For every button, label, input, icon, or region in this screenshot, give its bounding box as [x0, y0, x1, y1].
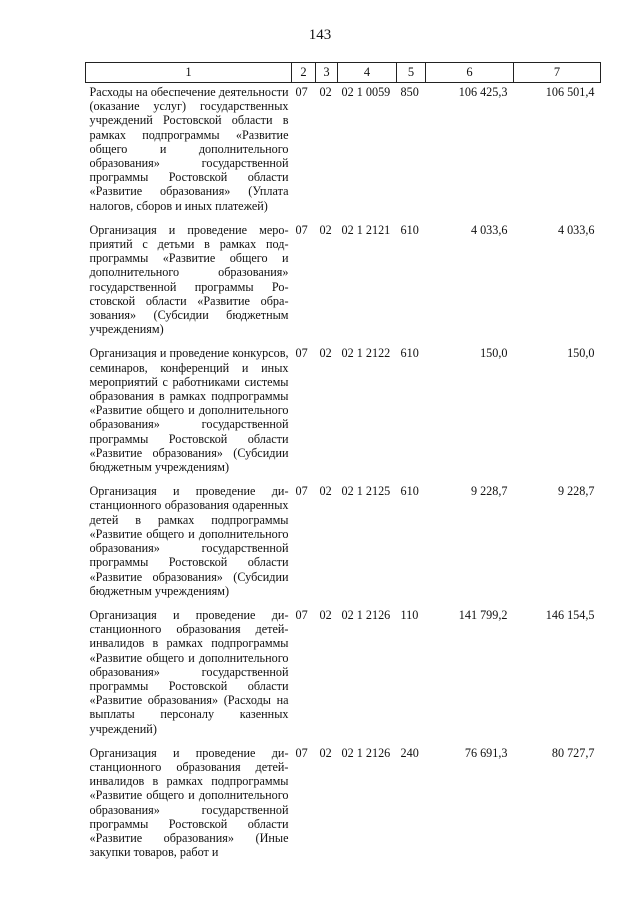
row-target-code: 02 1 2125	[341, 484, 391, 499]
header-col-expense-type: 5	[397, 63, 426, 83]
row-amount-1: 106 425,3	[458, 85, 508, 99]
row-subsection: 02	[319, 484, 332, 499]
row-section: 07	[295, 85, 308, 99]
row-subsection: 02	[319, 745, 332, 760]
table-row	[86, 606, 601, 744]
row-amount-1: 4 033,6	[470, 222, 508, 237]
table-row	[86, 744, 601, 868]
row-amount-1: 141 799,2	[458, 607, 508, 622]
row-section: 07	[295, 222, 308, 237]
row-target-code: 02 1 2121	[341, 222, 391, 237]
row-name: Организация и проведение конкурсов, семинаров, конференций и иных мероприятий с работниками системы образования в рамках подпрограммы «Развитие общего и дополнительного образования» государственной программы Ростовской области «Развитие образования» (Субсидии бюджетным учреждениям)	[89, 346, 289, 475]
row-name: Организация и проведение дистанционного образования детей-инвалидов в рамках подпрограммы «Развитие общего и дополнительного образования» государственной программы Ростовской области «Развитие образования» (Расходы на выплаты персоналу казенных учреждений)	[89, 607, 289, 736]
row-target-code: 02 1 2122	[341, 346, 391, 361]
row-expense-type: 850	[400, 85, 419, 99]
row-subsection: 02	[319, 607, 332, 622]
row-section: 07	[295, 346, 308, 361]
row-name: Организация и проведение дистанционного образования детей-инвалидов в рамках подпрограммы «Развитие общего и дополнительного образования» государственной программы Ростовской области «Развитие образования» (Иные закупки товаров, работ и	[89, 745, 289, 860]
header-col-section: 2	[292, 63, 316, 83]
row-amount-2: 4 033,6	[557, 222, 595, 237]
header-col-subsection: 3	[316, 63, 338, 83]
row-name: Организация и проведение мероприятий с детьми в рамках подпрограммы «Развитие общего и дополнительного образования» государственной программы Ростовской области «Развитие образования» (Субсидии бюджетным учреждениям)	[89, 222, 289, 337]
row-expense-type: 610	[400, 222, 419, 237]
row-expense-type: 240	[400, 745, 419, 760]
row-subsection: 02	[319, 85, 332, 99]
table-header	[86, 63, 601, 83]
budget-table	[85, 62, 601, 867]
row-amount-1: 9 228,7	[470, 484, 508, 499]
table-row	[86, 344, 601, 482]
row-amount-1: 150,0	[480, 346, 508, 361]
row-subsection: 02	[319, 222, 332, 237]
row-target-code: 02 1 2126	[341, 745, 391, 760]
header-col-amount-1: 6	[426, 63, 514, 83]
header-row	[86, 63, 601, 83]
row-expense-type: 610	[400, 346, 419, 361]
row-name: Расходы на обеспечение деятельности (оказание услуг) государственных учреждений Ростовской области в рамках подпрограммы «Развитие общего и дополнительного образования» государственной программы Ростовской области «Развитие образования» (Уплата налогов, сборов и иных платежей)	[89, 85, 289, 213]
page-number: 143	[308, 27, 332, 43]
header-col-name: 1	[86, 63, 292, 83]
row-amount-2: 106 501,4	[545, 85, 595, 99]
row-amount-2: 80 727,7	[551, 745, 595, 760]
row-target-code: 02 1 0059	[341, 85, 391, 99]
row-expense-type: 610	[400, 484, 419, 499]
row-section: 07	[295, 607, 308, 622]
header-col-amount-2: 7	[514, 63, 601, 83]
table-row	[86, 221, 601, 345]
table-body	[86, 83, 601, 868]
row-target-code: 02 1 2126	[341, 607, 391, 622]
table-row	[86, 83, 601, 221]
row-amount-2: 146 154,5	[545, 607, 595, 622]
row-amount-1: 76 691,3	[464, 745, 508, 760]
row-section: 07	[295, 745, 308, 760]
row-expense-type: 110	[400, 607, 419, 622]
row-amount-2: 9 228,7	[557, 484, 595, 499]
row-subsection: 02	[319, 346, 332, 361]
row-name: Организация и проведение дистанционного образования одаренных детей в рамках подпрограммы «Развитие общего и дополнительного образования» государственной программы Ростовской области «Развитие образования» (Субсидии бюджетным учреждениям)	[89, 484, 289, 598]
row-amount-2: 150,0	[567, 346, 595, 361]
header-col-target-code: 4	[338, 63, 397, 83]
table-row	[86, 482, 601, 606]
row-section: 07	[295, 484, 308, 499]
